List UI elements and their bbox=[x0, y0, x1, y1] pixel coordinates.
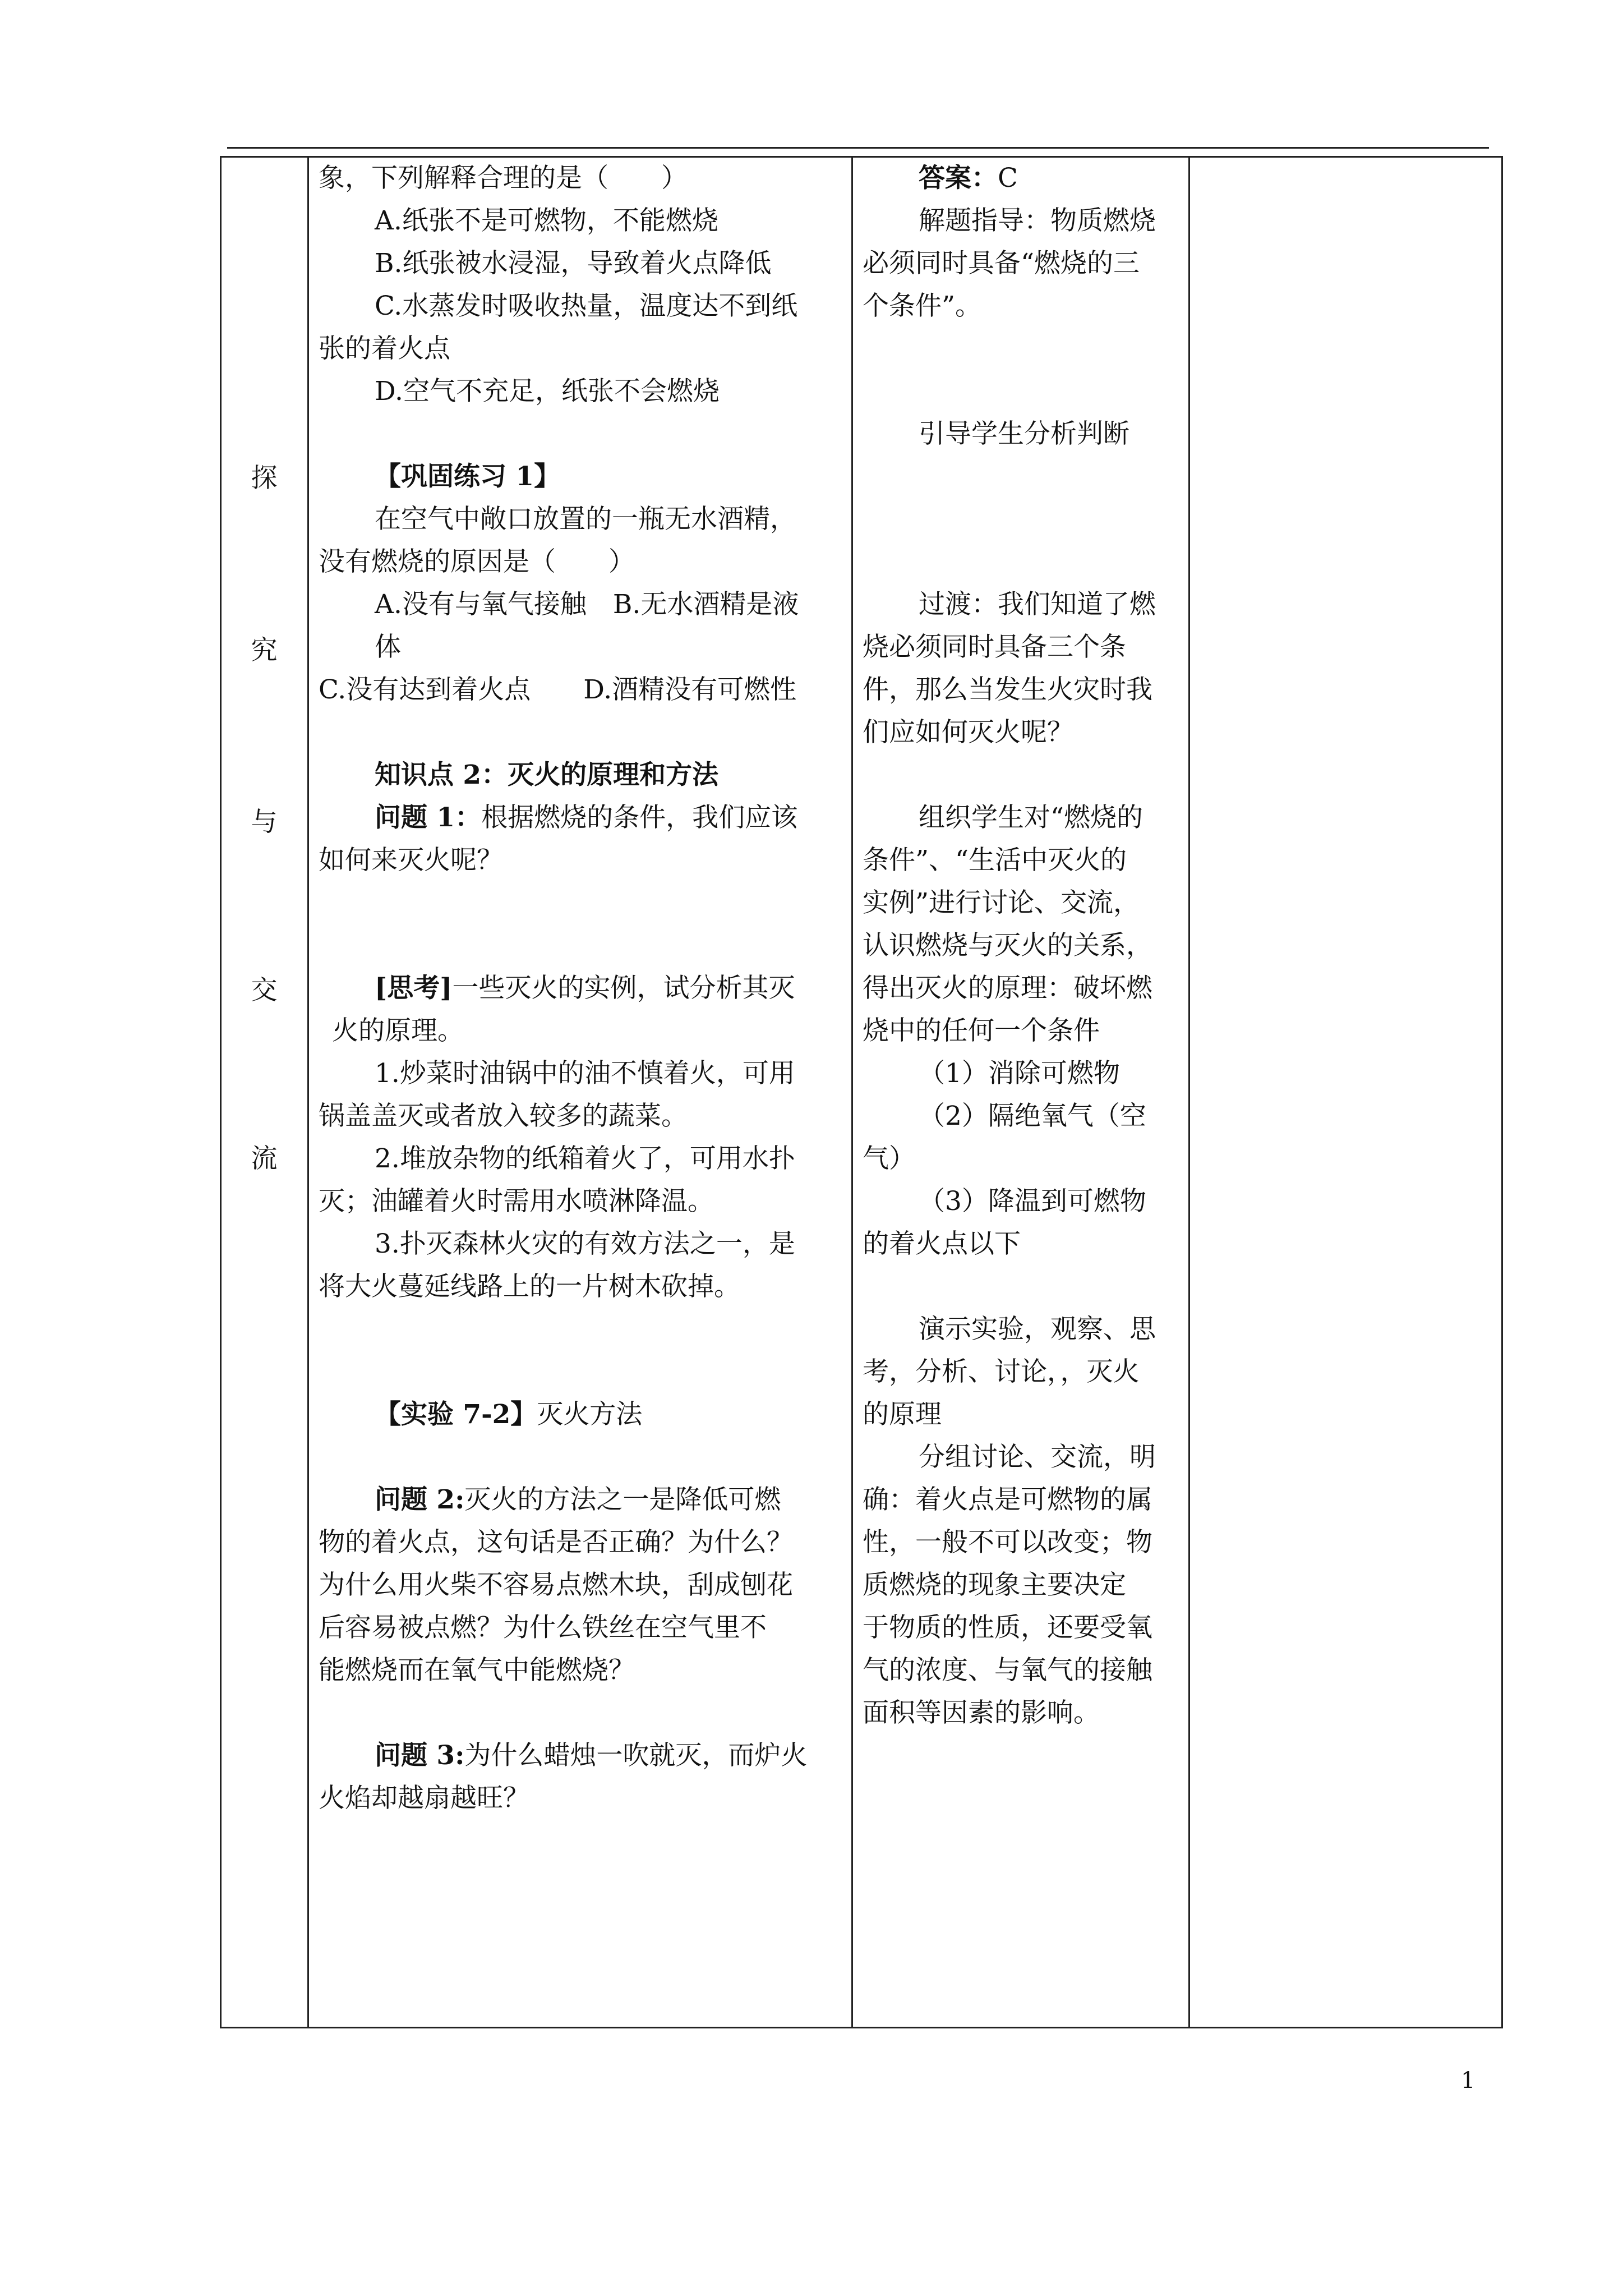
demo-note: 演示实验，观察、思 bbox=[919, 1314, 1156, 1345]
transition-note-cont: 件，那么当发生火灾时我 bbox=[863, 674, 1152, 705]
student-content bbox=[319, 157, 846, 1820]
transition-note-cont: 烧必须同时具备三个条 bbox=[863, 632, 1126, 662]
example-2-cont: 灭；油罐着火时需用水喷淋降温。 bbox=[319, 1186, 714, 1217]
method-1: （1）消除可燃物 bbox=[919, 1058, 1120, 1089]
question-stem: 象，下列解释合理的是（ ） bbox=[319, 163, 688, 194]
group-note-cont: 确：着火点是可燃物的属 bbox=[863, 1484, 1152, 1515]
question-1: 问题 1：根据燃烧的条件，我们应该 bbox=[375, 802, 798, 833]
option-c: C.水蒸发时吸收热量，温度达不到纸 bbox=[375, 291, 798, 321]
organize-note-cont: 得出灭火的原理：破坏燃 bbox=[863, 973, 1152, 1004]
question-2-line: 后容易被点燃？为什么铁丝在空气里不 bbox=[319, 1612, 767, 1643]
demo-note-cont: 的原理 bbox=[863, 1399, 942, 1430]
example-1: 1.炒菜时油锅中的油不慎着火，可用 bbox=[375, 1058, 795, 1089]
column-divider bbox=[851, 156, 853, 2028]
organize-note: 组织学生对“燃烧的 bbox=[919, 802, 1144, 833]
answer: 答案：C bbox=[919, 163, 1018, 194]
page-number: 1 bbox=[1461, 2068, 1476, 2093]
exercise-1-options-ab-cont: 体 bbox=[375, 632, 401, 662]
question-2-line: 能燃烧而在氧气中能燃烧？ bbox=[319, 1655, 635, 1686]
exercise-1-question: 在空气中敞口放置的一瓶无水酒精， bbox=[375, 504, 796, 535]
method-2-cont: 气） bbox=[863, 1143, 915, 1174]
header-rule bbox=[227, 147, 1489, 149]
exercise-1-question-cont: 没有燃烧的原因是（ ） bbox=[319, 546, 635, 577]
side-label-char: 探 bbox=[251, 463, 278, 494]
example-3-cont: 将大火蔓延线路上的一片树木砍掉。 bbox=[319, 1271, 740, 1302]
guide-note: 引导学生分析判断 bbox=[919, 418, 1129, 449]
transition-note-cont: 们应如何灭火呢？ bbox=[863, 717, 1073, 748]
question-1-cont: 如何来灭火呢？ bbox=[319, 845, 503, 876]
exercise-1-options-ab: A.没有与氧气接触 B.无水酒精是液 bbox=[375, 589, 799, 620]
question-3: 问题 3:为什么蜡烛一吹就灭，而炉火 bbox=[375, 1740, 808, 1771]
knowledge-point-2-title: 知识点 2：灭火的原理和方法 bbox=[375, 760, 719, 790]
side-label-char: 究 bbox=[251, 635, 278, 666]
question-2-line: 为什么用火柴不容易点燃木块，刮成刨花 bbox=[319, 1570, 793, 1600]
example-3: 3.扑灭森林火灾的有效方法之一，是 bbox=[375, 1228, 795, 1259]
solution-tip-cont: 个条件”。 bbox=[863, 291, 982, 321]
solution-tip-cont: 必须同时具备“燃烧的三 bbox=[863, 248, 1140, 279]
method-3-cont: 的着火点以下 bbox=[863, 1228, 1021, 1259]
example-2: 2.堆放杂物的纸箱着火了，可用水扑 bbox=[375, 1143, 795, 1174]
method-3: （3）降温到可燃物 bbox=[919, 1186, 1146, 1217]
exercise-1-options-cd: C.没有达到着火点 D.酒精没有可燃性 bbox=[319, 674, 797, 705]
option-d: D.空气不充足，纸张不会燃烧 bbox=[375, 376, 720, 407]
side-label-char: 与 bbox=[251, 807, 278, 838]
transition-note: 过渡：我们知道了燃 bbox=[919, 589, 1156, 620]
think-prompt: [思考]一些灭火的实例，试分析其灭 bbox=[375, 973, 795, 1004]
organize-note-cont: 实例”进行讨论、交流， bbox=[863, 887, 1140, 918]
option-b: B.纸张被水浸湿，导致着火点降低 bbox=[375, 248, 772, 279]
column-divider bbox=[1188, 156, 1190, 2028]
organize-note-cont: 认识燃烧与灭火的关系， bbox=[863, 930, 1152, 961]
group-note-cont: 面积等因素的影响。 bbox=[863, 1697, 1100, 1728]
group-note: 分组讨论、交流，明 bbox=[919, 1442, 1156, 1473]
group-note-cont: 气的浓度、与氧气的接触 bbox=[863, 1655, 1152, 1686]
option-a: A.纸张不是可燃物，不能燃烧 bbox=[375, 205, 718, 236]
option-c-cont: 张的着火点 bbox=[319, 333, 450, 364]
question-2-line: 物的着火点，这句话是否正确？为什么？ bbox=[319, 1527, 793, 1558]
question-3-cont: 火焰却越扇越旺？ bbox=[319, 1783, 529, 1814]
group-note-cont: 质燃烧的现象主要决定 bbox=[863, 1570, 1126, 1600]
organize-note-cont: 条件”、“生活中灭火的 bbox=[863, 845, 1127, 876]
solution-tip: 解题指导：物质燃烧 bbox=[919, 205, 1156, 236]
side-label-char: 流 bbox=[251, 1143, 278, 1174]
demo-note-cont: 考，分析、讨论，，灭火 bbox=[863, 1356, 1140, 1387]
question-2: 问题 2:灭火的方法之一是降低可燃 bbox=[375, 1484, 781, 1515]
method-2: （2）隔绝氧气（空 bbox=[919, 1101, 1146, 1131]
teacher-content bbox=[863, 157, 1185, 1734]
side-label-char: 交 bbox=[251, 975, 278, 1006]
exercise-1-title: 【巩固练习 1】 bbox=[375, 461, 561, 492]
organize-note-cont: 烧中的任何一个条件 bbox=[863, 1015, 1100, 1046]
think-prompt-cont: 火的原理。 bbox=[332, 1015, 464, 1046]
group-note-cont: 于物质的性质，还要受氧 bbox=[863, 1612, 1152, 1643]
group-note-cont: 性，一般不可以改变；物 bbox=[863, 1527, 1152, 1558]
example-1-cont: 锅盖盖灭或者放入较多的蔬菜。 bbox=[319, 1101, 688, 1131]
experiment-7-2: 【实验 7-2】灭火方法 bbox=[375, 1399, 643, 1430]
column-divider bbox=[307, 156, 309, 2028]
